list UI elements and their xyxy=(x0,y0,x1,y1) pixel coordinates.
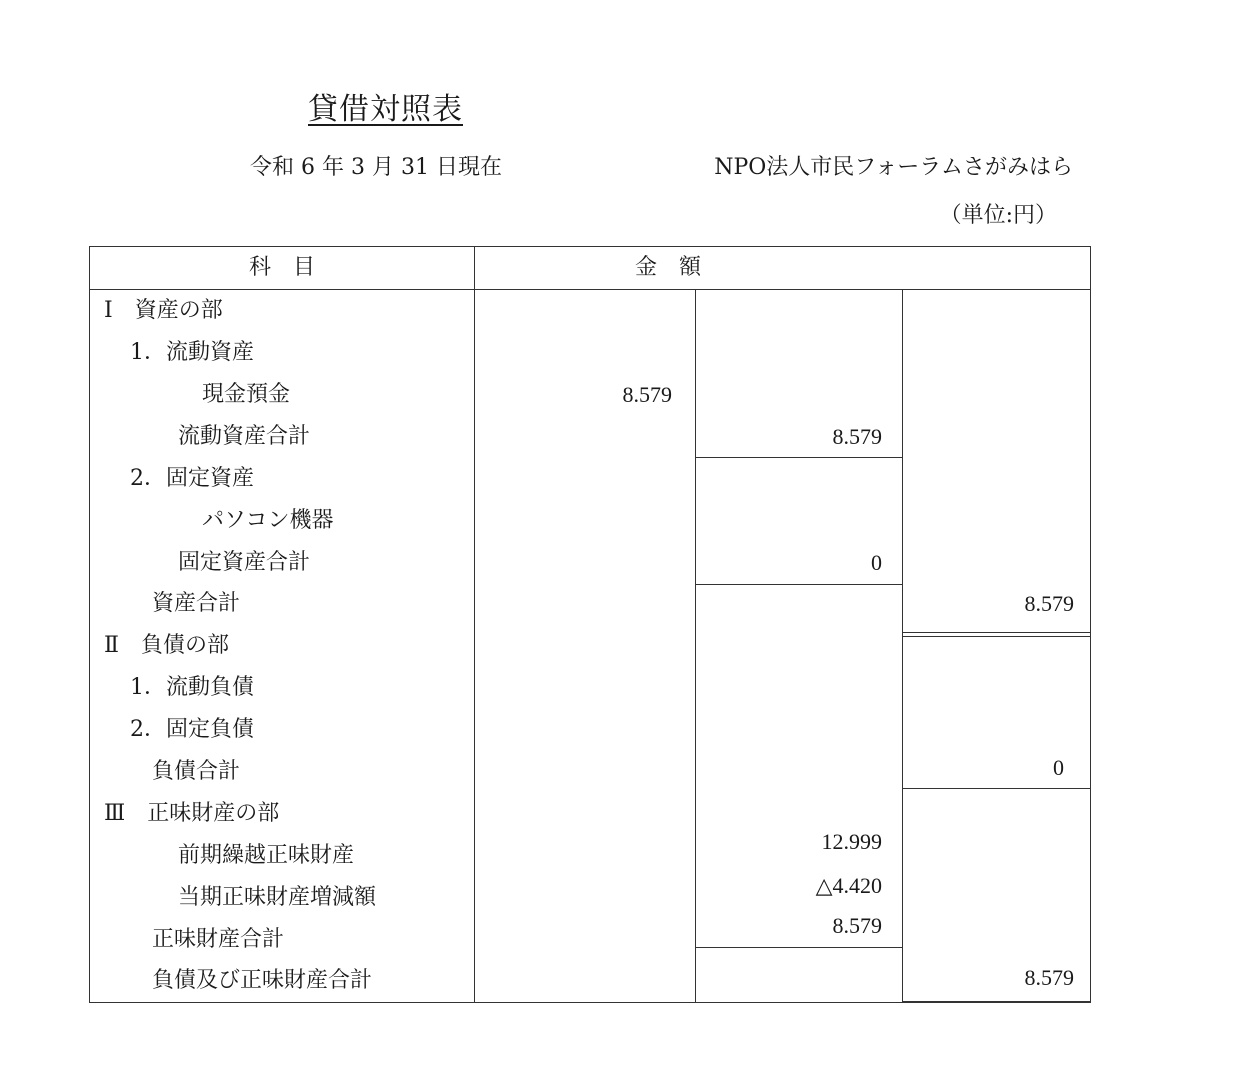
row-label-current-assets-total: 流動資産合計 xyxy=(178,424,311,449)
column-divider-subject xyxy=(474,247,475,1002)
row-label-total-assets: 資産合計 xyxy=(152,591,241,616)
value-net-assets-change: △4.420 xyxy=(815,873,882,898)
row-label-fixed-liabilities: 2．固定負債 xyxy=(130,717,254,742)
row-label-total-liabilities: 負債合計 xyxy=(152,759,241,784)
row-label-pc-equipment: パソコン機器 xyxy=(202,508,334,533)
rule-c3-total-assets-1 xyxy=(902,632,1090,633)
rule-c3-bottom-double xyxy=(902,1001,1090,1002)
value-net-assets-total: 8.579 xyxy=(832,913,882,938)
row-label-assets-section: Ⅰ 資産の部 xyxy=(104,298,223,323)
row-label-fixed-assets-total: 固定資産合計 xyxy=(178,550,311,575)
value-fixed-assets-total: 0 xyxy=(871,550,882,575)
unit-note: （単位:円） xyxy=(939,203,1057,228)
row-label-net-assets-change: 当期正味財産増減額 xyxy=(178,885,377,910)
row-label-prior-net-assets: 前期繰越正味財産 xyxy=(178,843,355,868)
row-label-net-assets-section: Ⅲ 正味財産の部 xyxy=(104,801,280,826)
row-label-cash-deposits: 現金預金 xyxy=(202,382,291,407)
rule-c3-total-assets-2 xyxy=(902,636,1090,637)
rule-c2-after-current-assets xyxy=(695,457,902,458)
row-label-liabilities-section: Ⅱ 負債の部 xyxy=(104,633,229,658)
report-date: 令和 6 年 3 月 31 日現在 xyxy=(250,155,502,180)
row-label-current-assets: 1．流動資産 xyxy=(130,340,254,365)
value-cash-deposits: 8.579 xyxy=(622,382,672,407)
value-total-assets: 8.579 xyxy=(1024,591,1074,616)
row-label-net-assets-total: 正味財産合計 xyxy=(152,927,285,952)
row-label-fixed-assets: 2．固定資産 xyxy=(130,466,254,491)
column-divider-c2 xyxy=(902,289,903,1002)
value-total-liabilities: 0 xyxy=(1053,755,1064,780)
row-label-current-liabilities: 1．流動負債 xyxy=(130,675,254,700)
rule-c3-after-liabilities xyxy=(902,788,1090,789)
document-title: 貸借対照表 xyxy=(308,92,463,127)
value-liabilities-net-assets-total: 8.579 xyxy=(1024,965,1074,990)
column-divider-c1 xyxy=(695,289,696,1002)
balance-sheet-table xyxy=(89,246,1091,1003)
row-label-liabilities-net-assets-total: 負債及び正味財産合計 xyxy=(152,968,373,993)
value-prior-net-assets: 12.999 xyxy=(821,829,882,854)
table-header-row xyxy=(90,247,1090,290)
header-amount: 金 額 xyxy=(635,255,702,280)
rule-c2-after-net-assets xyxy=(695,947,902,948)
value-current-assets-total: 8.579 xyxy=(832,424,882,449)
header-subject: 科 目 xyxy=(248,255,315,280)
rule-c2-after-fixed-assets xyxy=(695,584,902,585)
organization-name: NPO法人市民フォーラムさがみはら xyxy=(714,155,1073,180)
